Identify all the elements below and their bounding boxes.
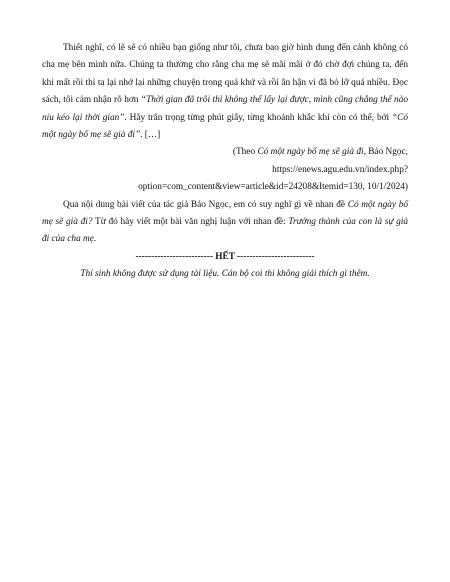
essay-prompt (42, 197, 408, 249)
paragraph-text-2: Hãy trân trọng từng phút giây, từng khoảnh khắc khi còn có thể, bởi (126, 112, 392, 123)
prompt-title: Có một ngày bố mẹ sẽ già đi? (42, 199, 408, 228)
prompt-text-2: Từ đó hãy viết một bài văn nghị luận với nhan đề: (92, 217, 289, 228)
source-book-title: Có một ngày bố mẹ sẽ già đi (257, 147, 364, 158)
paragraph-text-3: . […] (140, 130, 161, 141)
prompt-essay-title: Trưởng thành của con là sự già đi của cha mẹ. (42, 217, 409, 245)
prompt-text-1: Qua nội dung bài viết của tác giả Bảo Ngọc, em có suy nghĩ gì về nhan đề (63, 199, 348, 210)
source-url-line: https://enews.agu.edu.vn/index.php? (272, 164, 408, 175)
quote-title: “Có một ngày bố mẹ sẽ già đi” (42, 112, 408, 141)
end-marker (42, 249, 408, 266)
reading-paragraph (42, 40, 408, 144)
source-author: , Bảo Ngọc, (363, 147, 408, 158)
end-dashes-right: ------------------------- (234, 251, 315, 262)
paragraph-text-1: Thiết nghĩ, có lẽ sẽ có nhiều bạn giống như tôi, chưa bao giờ hình dung đến cảnh không có cha mẹ bên mình nữa. Chúng ta thường cho rằng cha mẹ sẽ mãi mãi ở đó chờ đợi chúng ta, đến khi mất rồi thì ta lại nhớ lại những chuyện trong quá khứ và rồi ân hận vì đã bỏ lỡ quá nhiều. Đọc sách, tôi cảm nhận rõ hơn (42, 43, 408, 106)
source-url-params: option=com_content&view=article&id=24208&Itemid=130, 10/1/2024) (138, 182, 408, 193)
end-label: HẾT (215, 251, 235, 262)
source-open: (Theo (232, 147, 258, 158)
end-dashes-left: ------------------------- (135, 251, 216, 262)
exam-note: Thí sinh không được sử dụng tài liệu. Cán bộ coi thi không giải thích gì thêm. (80, 269, 370, 280)
quote-time: “Thời gian đã trôi thì không thể lấy lại được, mình cũng chẳng thể nào níu kéo lại thời gian”. (42, 95, 408, 123)
source-citation-line1 (42, 144, 408, 161)
